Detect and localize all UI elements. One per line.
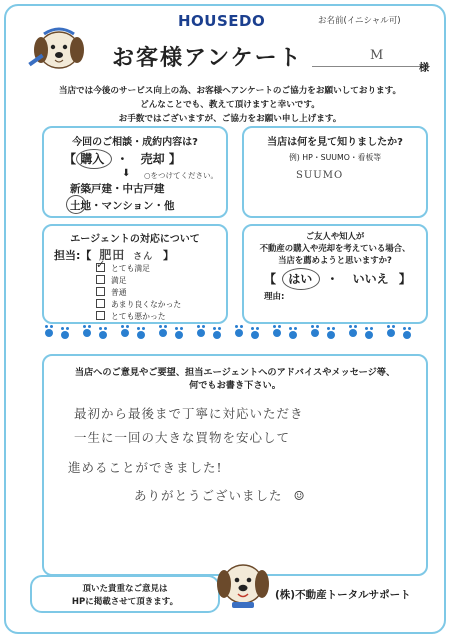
rating-option[interactable] — [96, 258, 150, 274]
housedo-logo: HOUSEDO — [178, 12, 266, 30]
paw-icon — [311, 329, 319, 337]
choice-no[interactable]: いいえ — [352, 272, 389, 286]
name-underline — [312, 66, 430, 67]
bracket-close: 】 — [398, 272, 411, 286]
source-answer[interactable]: SUUMO — [296, 170, 344, 181]
consult-box — [42, 126, 228, 218]
bracket-close: 】 — [168, 152, 181, 166]
recommend-title-line: ご友人や知人が — [305, 231, 365, 241]
rating-option[interactable] — [96, 275, 127, 286]
dog-mascot-footer-icon — [212, 554, 274, 614]
comments-box — [42, 354, 428, 576]
comment-line[interactable]: 進めることができました! — [68, 460, 223, 475]
checkbox[interactable] — [96, 258, 106, 272]
paw-icon — [349, 329, 357, 337]
choice-sell[interactable]: 売却 — [140, 152, 165, 166]
property-type-line2[interactable] — [70, 198, 175, 213]
land-circle-mark — [66, 195, 86, 214]
paw-icon — [45, 329, 53, 337]
source-title: 当店は何を見て知りましたか? — [267, 137, 403, 148]
choice-buy[interactable] — [80, 152, 104, 166]
paw-icon — [327, 331, 335, 339]
recommend-title — [244, 230, 426, 266]
rating-option[interactable] — [96, 299, 181, 310]
source-box — [242, 126, 428, 218]
honorific-label: 様 — [419, 63, 429, 74]
bracket-open: 【 — [264, 272, 277, 286]
consult-choices — [64, 150, 181, 167]
company-name: (株)不動産トータルサポート — [275, 589, 411, 601]
agent-name[interactable]: 肥田 — [99, 248, 126, 262]
paw-icon — [289, 331, 297, 339]
checkbox[interactable] — [96, 311, 105, 320]
choice-separator: ・ — [326, 272, 339, 286]
notice-line: 頂いた貴重なご意見は — [82, 584, 168, 594]
paw-icon — [61, 331, 69, 339]
choice-separator: ・ — [116, 152, 129, 166]
paw-icon — [251, 331, 259, 339]
check-icon: ✓ — [96, 258, 106, 271]
paw-icon — [197, 329, 205, 337]
choice-yes[interactable] — [288, 272, 312, 286]
comment-text: ありがとうございました — [134, 488, 283, 503]
rating-option[interactable] — [96, 311, 166, 322]
consult-title: 今回のご相談・成約内容は? — [72, 137, 198, 148]
circle-instruction: ○をつけてください。 — [144, 171, 219, 180]
checkbox[interactable] — [96, 299, 105, 308]
rating-label: とても満足 — [111, 264, 150, 273]
checkbox[interactable] — [96, 275, 105, 284]
agent-honorific: さん — [133, 252, 154, 262]
paw-icon — [83, 329, 91, 337]
paw-icon — [159, 329, 167, 337]
paw-icon — [273, 329, 281, 337]
paw-icon — [99, 331, 107, 339]
intro-line: どんなことでも、教えて頂けますと幸いです。 — [140, 100, 320, 110]
agent-label: 担当:【 — [54, 249, 92, 262]
paw-icon — [235, 329, 243, 337]
recommend-choices — [264, 270, 411, 287]
rating-label: 普通 — [111, 288, 127, 297]
comment-line[interactable]: 一生に一回の大きな買物を安心して — [74, 430, 291, 445]
name-value[interactable]: M — [370, 48, 384, 63]
bracket-open: 【 — [64, 152, 77, 166]
notice-bubble — [30, 575, 220, 613]
comments-title-line: 何でもお書き下さい。 — [189, 380, 281, 391]
paw-print-row — [45, 329, 425, 343]
checkbox[interactable] — [96, 287, 105, 296]
paw-icon — [387, 329, 395, 337]
rating-label: あまり良くなかった — [111, 300, 182, 309]
notice-line: HPに掲載させて頂きます。 — [71, 597, 179, 607]
name-label: お名前(イニシャル可) — [318, 16, 401, 26]
property-type-line1[interactable]: 新築戸建・中古戸建 — [70, 183, 165, 195]
paw-icon — [403, 331, 411, 339]
paw-icon — [137, 331, 145, 339]
selected-circle-mark — [76, 149, 112, 169]
page-title: お客様アンケート — [112, 46, 303, 71]
rating-label: 満足 — [111, 276, 127, 285]
comments-title-line: 当店へのご意見やご要望、担当エージェントへのアドバイスやメッセージ等、 — [74, 367, 396, 378]
down-arrow-icon: ⬇ — [122, 168, 131, 179]
agent-bracket-close: 】 — [162, 249, 174, 262]
smiley-icon: ☺ — [293, 488, 306, 503]
paw-icon — [213, 331, 221, 339]
dog-mascot-icon — [26, 20, 96, 76]
paw-icon — [175, 331, 183, 339]
source-example: 例) HP・SUUMO・看板等 — [288, 153, 382, 162]
selected-circle-mark — [282, 268, 320, 290]
comments-title — [44, 366, 426, 392]
rating-label: とても悪かった — [111, 312, 166, 321]
rating-option[interactable] — [96, 287, 127, 298]
agent-title: エージェントの対応について — [70, 234, 200, 245]
agent-name-row — [54, 246, 174, 263]
paw-icon — [121, 329, 129, 337]
reason-label: 理由: — [264, 292, 285, 302]
recommend-title-line: 不動産の購入や売却を考えている場合、 — [259, 243, 411, 253]
property-type-text: 土地・マンション・他 — [70, 200, 175, 212]
paw-icon — [365, 331, 373, 339]
recommend-title-line: 当店を薦めようと思いますか? — [278, 255, 392, 265]
comment-line[interactable]: 最初から最後まで丁寧に対応いただき — [74, 406, 304, 421]
choice-buy-label: 購入 — [80, 152, 105, 166]
choice-yes-label: はい — [288, 272, 313, 286]
intro-line: 当店では今後のサービス向上の為、お客様へアンケートのご協力をお願いしております。 — [58, 86, 402, 96]
comment-line[interactable] — [134, 486, 306, 504]
recommend-box — [242, 224, 428, 324]
intro-text — [30, 84, 430, 126]
intro-line: お手数ではございますが、ご協力をお願い申し上げます。 — [118, 114, 342, 124]
agent-box — [42, 224, 228, 324]
